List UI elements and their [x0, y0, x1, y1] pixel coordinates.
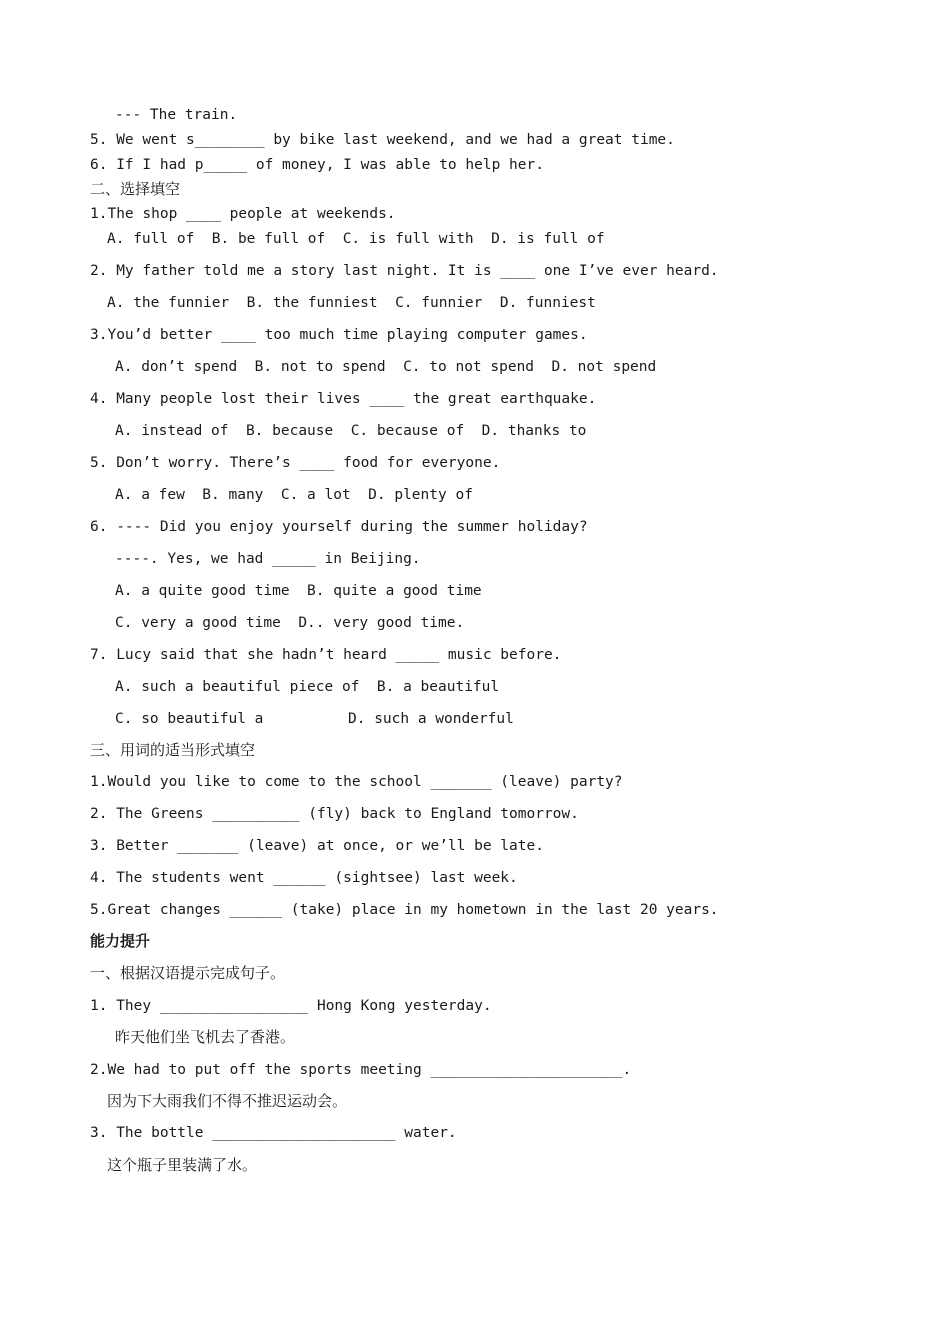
- choice-question-4: 4. Many people lost their lives ____ the great earthquake.: [90, 391, 597, 407]
- choice-option-7-d: D. such a wonderful: [348, 711, 514, 727]
- choice-options-3: A. don’t spend B. not to spend C. to not spend D. not spend: [115, 359, 657, 375]
- question-5: 5. We went s________ by bike last weekend, and we had a great time.: [90, 132, 675, 148]
- subsection-heading-translate: 一、根据汉语提示完成句子。: [90, 964, 286, 982]
- question-6: 6. If I had p_____ of money, I was able to help her.: [90, 157, 544, 173]
- translate-question-2: 2.We had to put off the sports meeting ______________________.: [90, 1062, 632, 1078]
- choice-question-6-reply: ----. Yes, we had _____ in Beijing.: [115, 551, 421, 567]
- choice-option-7-c: C. so beautiful a: [115, 711, 264, 727]
- choice-question-5: 5. Don’t worry. There’s ____ food for everyone.: [90, 455, 501, 471]
- choice-options-2: A. the funnier B. the funniest C. funnier D. funniest: [107, 295, 596, 311]
- translate-hint-1: 昨天他们坐飞机去了香港。: [115, 1028, 296, 1046]
- translate-hint-3: 这个瓶子里装满了水。: [107, 1156, 258, 1174]
- choice-options-1: A. full of B. be full of C. is full with D. is full of: [107, 231, 605, 247]
- choice-question-1: 1.The shop ____ people at weekends.: [90, 206, 396, 222]
- choice-question-3: 3.You’d better ____ too much time playing computer games.: [90, 327, 588, 343]
- translate-hint-2: 因为下大雨我们不得不推迟运动会。: [107, 1092, 348, 1110]
- word-form-question-4: 4. The students went ______ (sightsee) last week.: [90, 870, 518, 886]
- word-form-question-5: 5.Great changes ______ (take) place in my hometown in the last 20 years.: [90, 902, 719, 918]
- word-form-question-2: 2. The Greens __________ (fly) back to England tomorrow.: [90, 806, 579, 822]
- choice-options-7-ab: A. such a beautiful piece of B. a beautiful: [115, 679, 500, 695]
- choice-options-6-ab: A. a quite good time B. quite a good time: [115, 583, 482, 599]
- choice-question-7: 7. Lucy said that she hadn’t heard _____ music before.: [90, 647, 562, 663]
- choice-options-6-cd: C. very a good time D.. very good time.: [115, 615, 465, 631]
- word-form-question-3: 3. Better _______ (leave) at once, or we’ll be late.: [90, 838, 544, 854]
- translate-question-3: 3. The bottle _____________________ water.: [90, 1125, 457, 1141]
- section-heading-ability: 能力提升: [90, 932, 151, 950]
- choice-question-2: 2. My father told me a story last night. It is ____ one I’ve ever heard.: [90, 263, 719, 279]
- choice-options-5: A. a few B. many C. a lot D. plenty of: [115, 487, 473, 503]
- section-heading-word-forms: 三、用词的适当形式填空: [90, 741, 256, 759]
- choice-question-6: 6. ---- Did you enjoy yourself during the summer holiday?: [90, 519, 588, 535]
- section-heading-choice: 二、选择填空: [90, 180, 181, 198]
- word-form-question-1: 1.Would you like to come to the school _______ (leave) party?: [90, 774, 623, 790]
- choice-options-4: A. instead of B. because C. because of D. thanks to: [115, 423, 587, 439]
- answer-line: --- The train.: [115, 107, 238, 123]
- translate-question-1: 1. They _________________ Hong Kong yesterday.: [90, 998, 492, 1014]
